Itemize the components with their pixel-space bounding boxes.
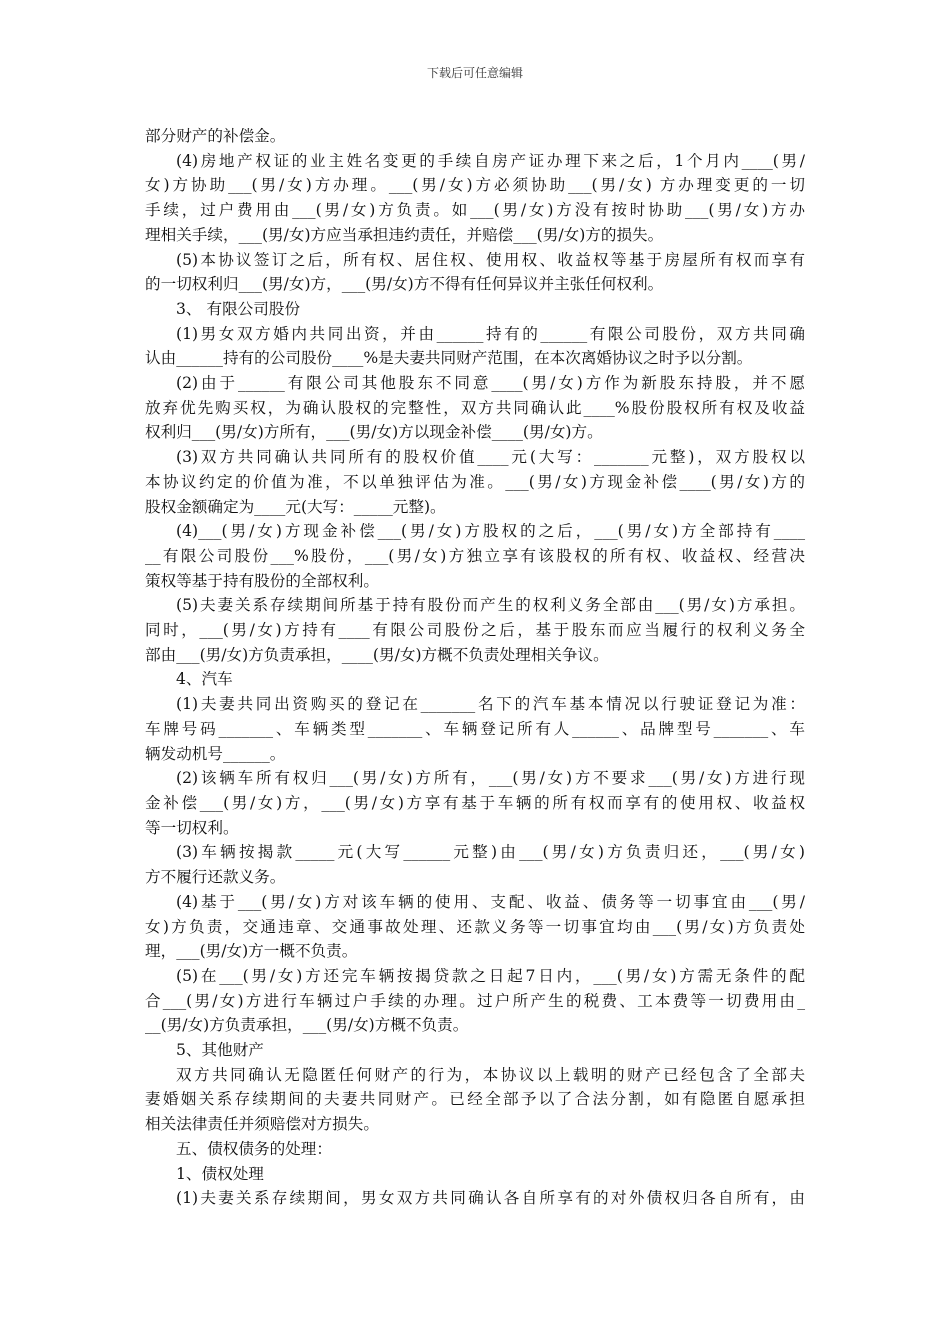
text-line: (5)夫妻关系存续期间所基于持有股份而产生的权利义务全部由___(男/女)方承担。 [176, 596, 805, 615]
text-line: 双方共同确认无隐匿任何财产的行为，本协议以上载明的财产已经包含了全部夫 [176, 1065, 805, 1084]
text-line: 相关法律责任并须赔偿对方损失。 [145, 1115, 379, 1134]
text-line: (1)夫妻共同出资购买的登记在_______名下的汽车基本情况以行驶证登记为准： [176, 695, 805, 714]
text-line: (2)该辆车所有权归___(男/女)方所有，___(男/女)方不要求___(男/女)方进行现 [176, 769, 805, 788]
text-line: 认由______持有的公司股份____%是夫妻共同财产范围，在本次离婚协议之时予以分割。 [145, 349, 753, 368]
text-line: 4、汽车 [176, 670, 233, 689]
text-line: 女)方协助___(男/女)方办理。___(男/女)方必须协助___(男/女) 方办理变更的一切 [145, 176, 805, 195]
text-line: (4)房地产权证的业主姓名变更的手续自房产证办理下来之后，1个月内____(男/ [176, 151, 805, 170]
page-header: 下载后可任意编辑 [426, 66, 523, 80]
text-line: (5)本协议签订之后，所有权、居住权、使用权、收益权等基于房屋所有权而享有 [176, 250, 805, 269]
text-line: 策权等基于持有股份的全部权利。 [145, 571, 379, 590]
text-line: 1、债权处理 [176, 1164, 264, 1183]
text-line: 手续，过户费用由___(男/女)方负责。如___(男/女)方没有按时协助___(男/女)方办 [145, 201, 805, 220]
text-line: 同时，___(男/女)方持有____有限公司股份之后，基于股东而应当履行的权利义务全 [145, 621, 805, 640]
text-line: (3)车辆按揭款_____元(大写______元整)由___(男/女)方负责归还，___(男/女) [176, 843, 805, 862]
text-line: 等一切权利。 [145, 818, 239, 837]
text-line: 部由___(男/女)方负责承担，____(男/女)方概不负责处理相关争议。 [145, 645, 609, 664]
text-line: 理，___(男/女)方一概不负责。 [145, 942, 358, 961]
text-line: 本协议约定的价值为准，不以单独评估为准。___(男/女)方现金补偿____(男/女)方的 [145, 472, 805, 491]
text-line: 的一切权利归___(男/女)方，___(男/女)方不得有任何异议并主张任何权利。 [145, 275, 664, 294]
text-line: (1)男女双方婚内共同出资，并由______持有的______有限公司股份，双方共同确 [176, 324, 805, 343]
text-line: 妻婚姻关系存续期间的夫妻共同财产。已经全部予以了合法分割，如有隐匿自愿承担 [145, 1090, 805, 1109]
text-line: (4)___(男/女)方现金补偿___(男/女)方股权的之后，___(男/女)方全部持有____ [176, 522, 805, 541]
text-line: 3、 有限公司股份 [176, 299, 301, 318]
text-line: 五、债权债务的处理： [176, 1139, 332, 1158]
text-line: __(男/女)方负责承担，___(男/女)方概不负责。 [145, 1016, 469, 1035]
text-line: 股权金额确定为____元(大写：_____元整)。 [145, 497, 446, 516]
text-line: 女)方负责，交通违章、交通事故处理、还款义务等一切事宜均由___(男/女)方负责处 [145, 917, 805, 936]
text-line: 辆发动机号______。 [145, 744, 286, 763]
text-line: 方不履行还款义务。 [145, 868, 286, 887]
text-line: (1)夫妻关系存续期间，男女双方共同确认各自所享有的对外债权归各自所有，由 [176, 1189, 805, 1208]
document-body [145, 124, 805, 1211]
text-line: (2)由于______有限公司其他股东不同意____(男/女)方作为新股东持股，并不愿 [176, 374, 805, 393]
text-line: 5、其他财产 [176, 1041, 264, 1060]
text-line: 权利归___(男/女)方所有，___(男/女)方以现金补偿____(男/女)方。 [145, 423, 603, 442]
text-line: (4)基于___(男/女)方对该车辆的使用、支配、收益、债务等一切事宜由___(男/ [176, 892, 805, 911]
text-line: 理相关手续，___(男/女)方应当承担违约责任，并赔偿___(男/女)方的损失。 [145, 225, 664, 244]
text-line: 金补偿___(男/女)方，___(男/女)方享有基于车辆的所有权而享有的使用权、收益权 [145, 793, 805, 812]
text-line: 放弃优先购买权，为确认股权的完整性，双方共同确认此____%股份股权所有权及收益 [145, 398, 805, 417]
text-line: __有限公司股份___%股份，___(男/女)方独立享有该股权的所有权、收益权、经营决 [145, 546, 805, 565]
text-line: 车牌号码_______、车辆类型_______、车辆登记所有人______、品牌型号_______、车 [145, 719, 805, 738]
text-line: (3)双方共同确认共同所有的股权价值____元(大写：_______元整)，双方股权以 [176, 448, 805, 467]
text-line: 合___(男/女)方进行车辆过户手续的办理。过户所产生的税费、工本费等一切费用由_ [145, 991, 805, 1010]
text-line: (5)在___(男/女)方还完车辆按揭贷款之日起7日内，___(男/女)方需无条件的配 [176, 966, 805, 985]
text-line: 部分财产的补偿金。 [145, 127, 286, 145]
